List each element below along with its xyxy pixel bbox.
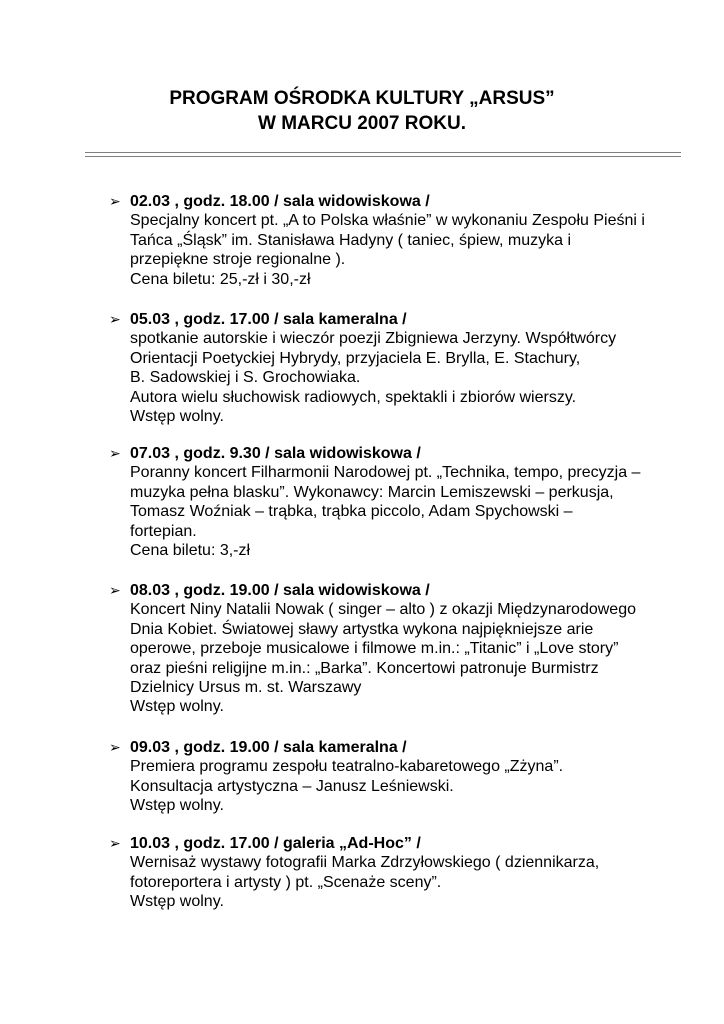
event-text-line: oraz pieśni religijne m.in.: „Barka”. Koncertowi patronuje Burmistrz [130, 659, 599, 677]
event-text-line: Autora wielu słuchowisk radiowych, spektakli i zbiorów wierszy. [130, 388, 577, 406]
event-item [109, 738, 689, 816]
event-text-line: Specjalny koncert pt. „A to Polska właśnie” w wykonaniu Zespołu Pieśni i [130, 212, 645, 230]
event-text-line: Poranny koncert Filharmonii Narodowej pt. „Technika, tempo, precyzja – [130, 464, 641, 482]
arrow-bullet-icon: ➢ [109, 835, 121, 851]
event-text-line: Dnia Kobiet. Światowej sławy artystka wykona najpiękniejsze arie [130, 620, 594, 638]
event-text-line: Tomasz Woźniak – trąbka, trąbka piccolo, Adam Spychowski – [130, 503, 573, 521]
event-header-text: 10.03 , godz. 17.00 / galeria „Ad-Hoc” / [130, 835, 421, 852]
event-text-line: Wstęp wolny. [130, 893, 224, 911]
event-header [109, 444, 689, 463]
title-line-1: PROGRAM OŚRODKA KULTURY „ARSUS” [169, 88, 555, 109]
event-item [109, 581, 689, 717]
event-text-line: B. Sadowskiej i S. Grochowiaka. [130, 369, 361, 387]
title-divider [85, 152, 681, 157]
event-text-line: muzyka pełna blasku”. Wykonawcy: Marcin Lemiszewski – perkusja, [130, 483, 614, 501]
event-text-line: fotoreportera i artysty ) pt. „Scenaże sceny”. [130, 873, 442, 891]
event-header-text: 08.03 , godz. 19.00 / sala widowiskowa / [130, 582, 430, 599]
event-text-line: Konsultacja artystyczna – Janusz Leśniewski. [130, 777, 454, 795]
event-item [109, 192, 689, 289]
event-text-line: Wernisaż wystawy fotografii Marka Zdrzyłowskiego ( dziennikarza, [130, 854, 600, 872]
arrow-bullet-icon: ➢ [109, 445, 121, 461]
event-header-text: 09.03 , godz. 19.00 / sala kameralna / [130, 739, 407, 756]
event-header-text: 05.03 , godz. 17.00 / sala kameralna / [130, 311, 407, 328]
event-text-line: Koncert Niny Natalii Nowak ( singer – alto ) z okazji Międzynarodowego [130, 601, 636, 619]
title-line-2: W MARCU 2007 ROKU. [258, 113, 466, 134]
event-text-line: Premiera programu zespołu teatralno-kabaretowego „Zżyna”. [130, 758, 564, 776]
event-text-line: fortepian. [130, 522, 197, 540]
event-text-line: Cena biletu: 25,-zł i 30,-zł [130, 270, 311, 288]
event-text-line: przepiękne stroje regionalne ). [130, 251, 346, 269]
event-header-text: 07.03 , godz. 9.30 / sala widowiskowa / [130, 445, 421, 462]
event-header [109, 581, 689, 600]
event-text-line: Cena biletu: 3,-zł [130, 542, 251, 560]
event-header [109, 738, 689, 757]
event-text-line: Wstęp wolny. [130, 408, 224, 426]
event-item [109, 444, 689, 560]
arrow-bullet-icon: ➢ [109, 311, 121, 327]
event-text-line: Orientacji Poetyckiej Hybrydy, przyjaciela E. Brylla, E. Stachury, [130, 349, 581, 367]
event-text-line: spotkanie autorskie i wieczór poezji Zbigniewa Jerzyny. Współtwórcy [130, 330, 617, 348]
event-header [109, 310, 689, 329]
event-text-line: Wstęp wolny. [130, 698, 224, 716]
event-item [109, 310, 689, 426]
event-text-line: Wstęp wolny. [130, 797, 224, 815]
event-header [109, 192, 689, 211]
event-text-line: Tańca „Śląsk” im. Stanisława Hadyny ( taniec, śpiew, muzyka i [130, 231, 572, 249]
event-text-line: operowe, przeboje musicalowe i filmowe m.in.: „Titanic” i „Love story” [130, 640, 619, 658]
page-title [0, 86, 724, 136]
event-header-text: 02.03 , godz. 18.00 / sala widowiskowa / [130, 193, 430, 210]
event-item [109, 834, 689, 912]
arrow-bullet-icon: ➢ [109, 739, 121, 755]
arrow-bullet-icon: ➢ [109, 193, 121, 209]
event-text-line: Dzielnicy Ursus m. st. Warszawy [130, 679, 362, 697]
arrow-bullet-icon: ➢ [109, 582, 121, 598]
event-header [109, 834, 689, 853]
